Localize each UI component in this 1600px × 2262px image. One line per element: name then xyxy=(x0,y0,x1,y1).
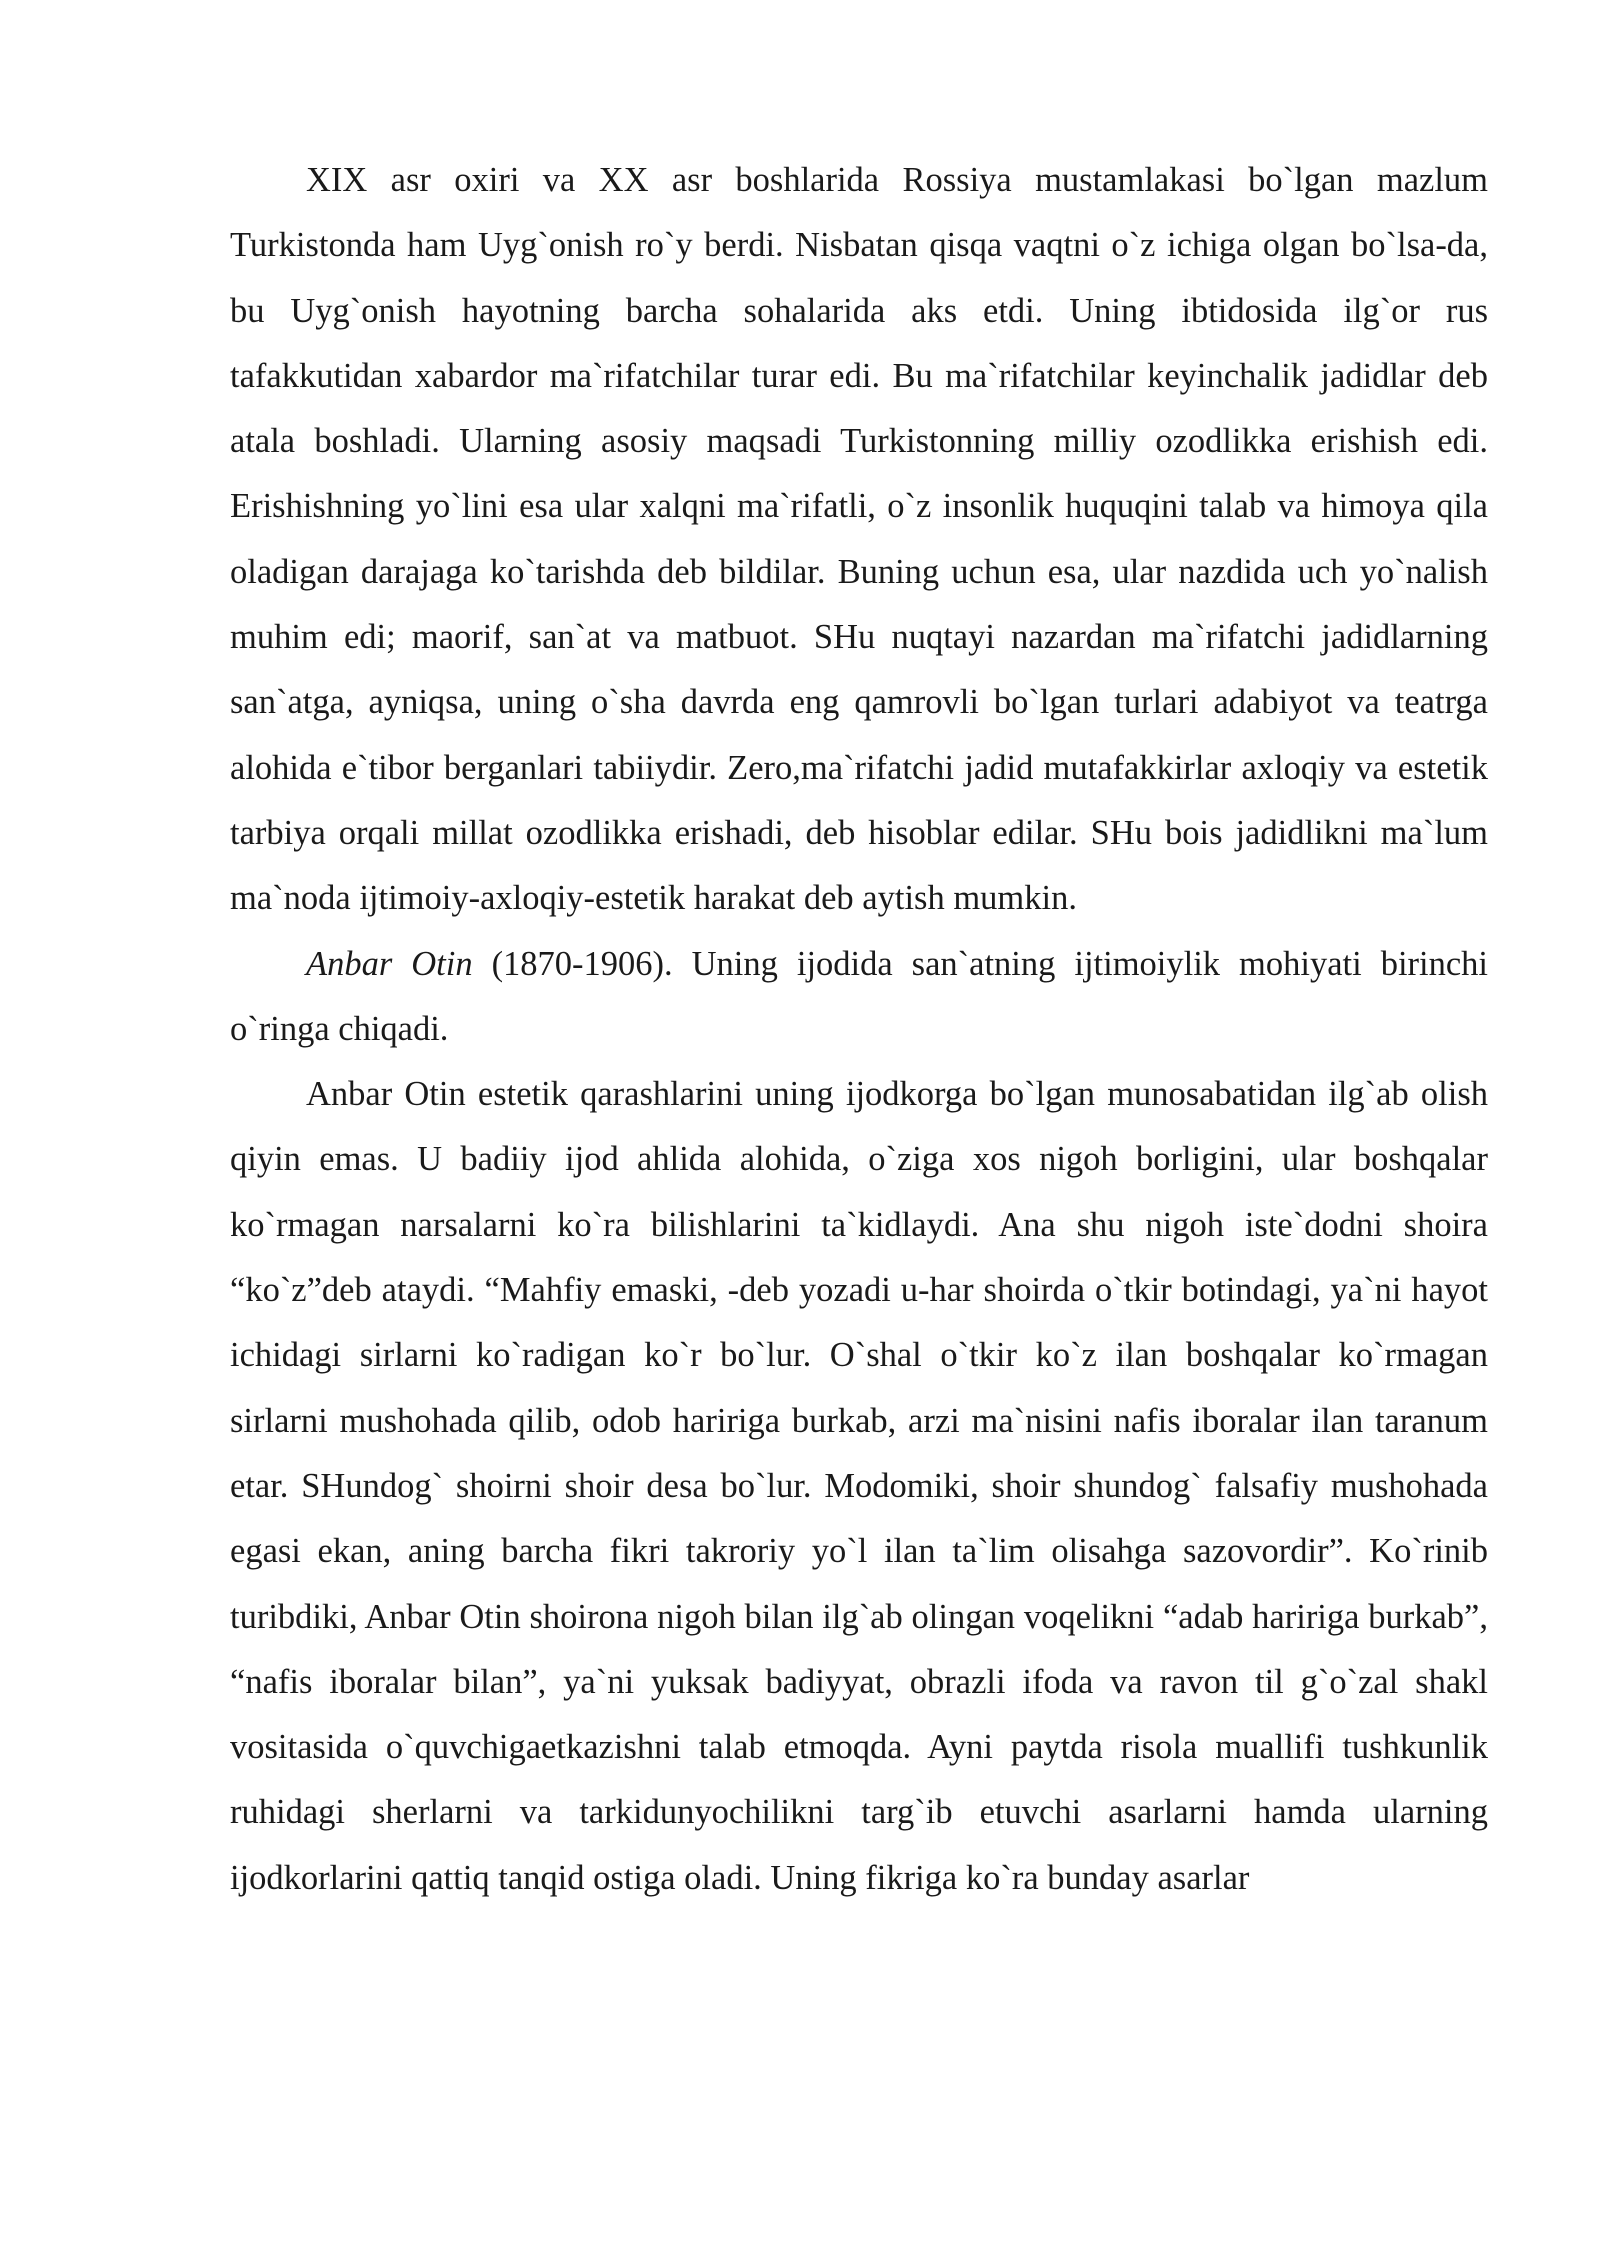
paragraph-anbar-otin-aesthetics: Anbar Otin estetik qarashlarini uning ijodkorga bo`lgan munosabatidan ilg`ab olish qiyin emas. U badiiy ijod ahlida alohida, o`ziga xos nigoh borligini, ular boshqalar ko`rmagan narsalarni ko`ra bilishlarini ta`kidlaydi. Ana shu nigoh iste`dodni shoira “ko`z”deb ataydi. “Mahfiy emaski, -deb yozadi u-har shoirda o`tkir botindagi, ya`ni hayot ichidagi sirlarni ko`radigan ko`r bo`lur. O`shal o`tkir ko`z ilan boshqalar ko`rmagan sirlarni mushohada qilib, odob haririga burkab, arzi ma`nisini nafis iboralar ilan taranum etar. SHundog` shoirni shoir desa bo`lur. Modomiki, shoir shundog` falsafiy mushohada egasi ekan, aning barcha fikri takroriy yo`l ilan ta`lim olisahga sazovordir”. Ko`rinib turibdiki, Anbar Otin shoirona nigoh bilan ilg`ab olingan voqelikni “adab haririga burkab”, “nafis iboralar bilan”, ya`ni yuksak badiyyat, obrazli ifoda va ravon til g`o`zal shakl vositasida o`quvchigaetkazishni talab etmoqda. Ayni paytda risola muallifi tushkunlik ruhidagi sherlarni va tarkidunyochilikni targ`ib etuvchi asarlarni hamda ularning ijodkorlarini qattiq tanqid ostiga oladi. Uning fikriga ko`ra bunday asarlar xyxy=(230,1075,1488,1897)
author-name-italic: Anbar Otin xyxy=(306,944,473,983)
paragraph-jadid-movement: XIX asr oxiri va XX asr boshlarida Rossiya mustamlakasi bo`lgan mazlum Turkistonda ham Uyg`onish ro`y berdi. Nisbatan qisqa vaqtni o`z ichiga olgan bo`lsa-da, bu Uyg`onish hayotning barcha sohalarida aks etdi. Uning ibtidosida ilg`or rus tafakkutidan xabardor ma`rifatchilar turar edi. Bu ma`rifatchilar keyinchalik jadidlar deb atala boshladi. Ularning asosiy maqsadi Turkistonning milliy ozodlikka erishish edi. Erishishning yo`lini esa ular xalqni ma`rifatli, o`z insonlik huquqini talab va himoya qila oladigan darajaga ko`tarishda deb bildilar. Buning uchun esa, ular nazdida uch yo`nalish muhim edi; maorif, san`at va matbuot. SHu nuqtayi nazardan ma`rifatchi jadidlarning san`atga, ayniqsa, uning o`sha davrda eng qamrovli bo`lgan turlari adabiyot va teatrga alohida e`tibor berganlari tabiiydir. Zero,ma`rifatchi jadid mutafakkirlar axloqiy va estetik tarbiya orqali millat ozodlikka erishadi, deb hisoblar edilar. SHu bois jadidlikni ma`lum ma`noda ijtimoiy-axloqiy-estetik harakat deb aytish mumkin. xyxy=(230,161,1488,918)
document-body xyxy=(230,148,1488,1911)
paragraph-anbar-otin-intro xyxy=(230,932,1488,1063)
paragraph-anbar-otin-intro-text: (1870-1906). Uning ijodida san`atning ijtimoiylik mohiyati birinchi o`ringa chiqadi. xyxy=(230,944,1488,1048)
